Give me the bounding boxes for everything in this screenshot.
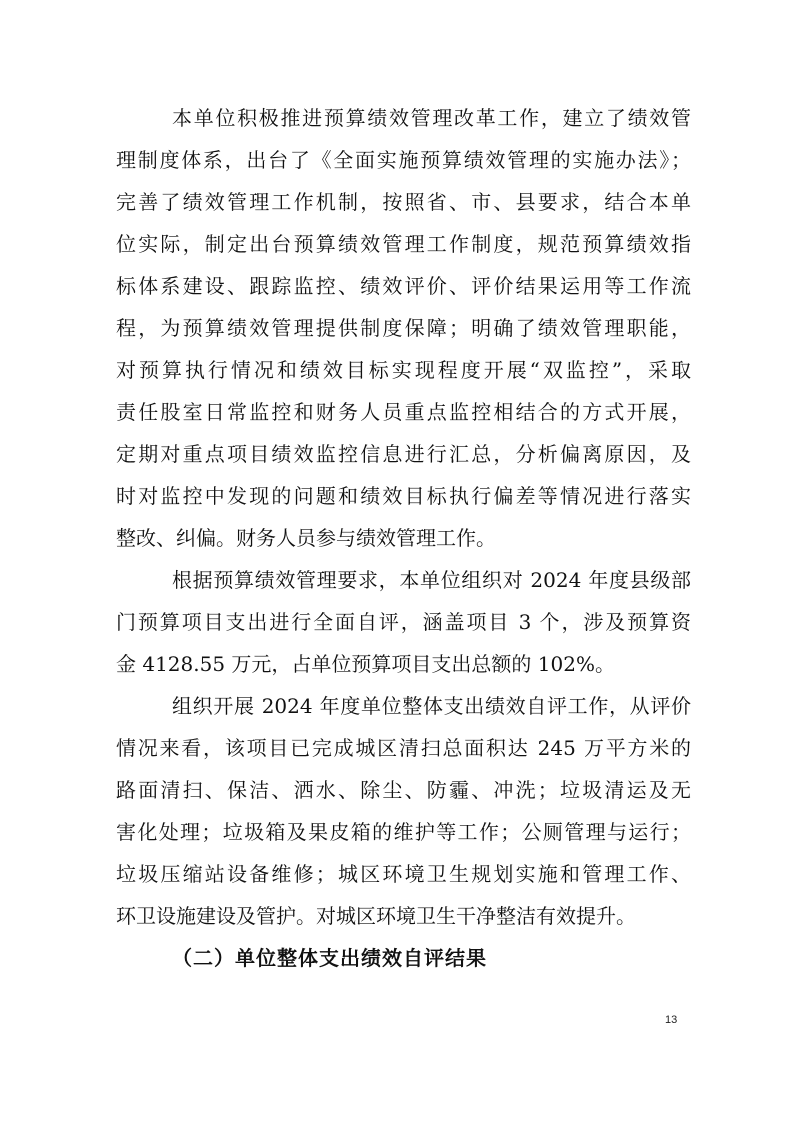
paragraph-2-line-3: 金 4128.55 万元，占单位预算项目支出总额的 102%。: [116, 652, 615, 676]
paragraph-1-line-7: 对预算执行情况和绩效目标实现程度开展“双监控”，采取: [116, 358, 691, 382]
section-heading: （二）单位整体支出绩效自评结果: [172, 946, 487, 970]
paragraph-3-line-6: 环卫设施建设及管护。对城区环境卫生干净整洁有效提升。: [116, 904, 636, 928]
paragraph-1-line-2: 理制度体系，出台了《全面实施预算绩效管理的实施办法》；: [116, 148, 691, 172]
paragraph-2-line-1: 根据预算绩效管理要求，本单位组织对 2024 年度县级部: [172, 568, 691, 592]
paragraph-2-line-2: 门预算项目支出进行全面自评，涵盖项目 3 个，涉及预算资: [116, 610, 691, 634]
paragraph-3-line-5: 垃圾压缩站设备维修；城区环境卫生规划实施和管理工作、: [116, 862, 691, 886]
paragraph-1-line-1: 本单位积极推进预算绩效管理改革工作，建立了绩效管: [172, 106, 691, 130]
paragraph-3-line-4: 害化处理；垃圾箱及果皮箱的维护等工作；公厕管理与运行；: [116, 820, 691, 844]
paragraph-1-line-5: 标体系建设、跟踪监控、绩效评价、评价结果运用等工作流: [116, 274, 691, 298]
paragraph-3-line-3: 路面清扫、保洁、洒水、除尘、防霾、冲洗；垃圾清运及无: [116, 778, 691, 802]
paragraph-1-line-8: 责任股室日常监控和财务人员重点监控相结合的方式开展，: [116, 400, 691, 424]
paragraph-1-line-4: 位实际，制定出台预算绩效管理工作制度，规范预算绩效指: [116, 232, 691, 256]
paragraph-1-line-6: 程，为预算绩效管理提供制度保障；明确了绩效管理职能，: [116, 316, 691, 340]
paragraph-3-line-2: 情况来看，该项目已完成城区清扫总面积达 245 万平方米的: [116, 736, 691, 760]
paragraph-1-line-10: 时对监控中发现的问题和绩效目标执行偏差等情况进行落实: [116, 484, 691, 508]
page-number: 13: [665, 1014, 678, 1026]
paragraph-1-line-11: 整改、纠偏。财务人员参与绩效管理工作。: [116, 526, 496, 550]
paragraph-1-line-9: 定期对重点项目绩效监控信息进行汇总，分析偏离原因，及: [116, 442, 691, 466]
paragraph-1-line-3: 完善了绩效管理工作机制，按照省、市、县要求，结合本单: [116, 190, 691, 214]
paragraph-3-line-1: 组织开展 2024 年度单位整体支出绩效自评工作，从评价: [172, 694, 691, 718]
